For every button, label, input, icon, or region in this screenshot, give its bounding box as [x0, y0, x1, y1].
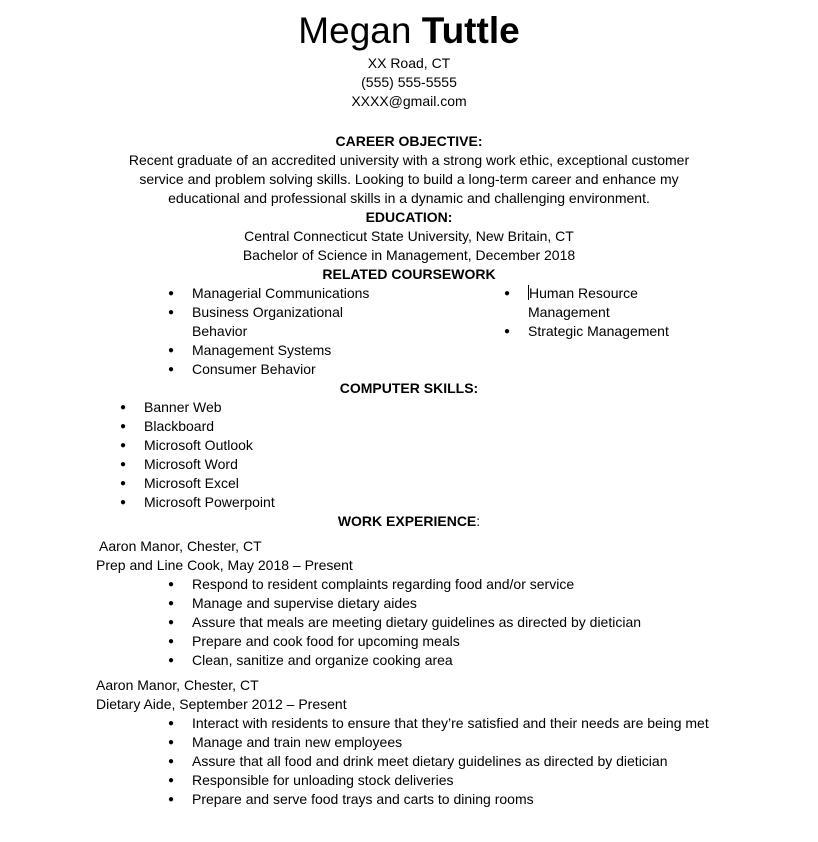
list-item: ● Prepare and serve food trays and carts to dining rooms — [192, 790, 722, 809]
coursework-left-list — [192, 284, 370, 379]
phone: (555) 555-5555 — [361, 74, 457, 90]
job-1-title: Prep and Line Cook, May 2018 – Present — [96, 557, 353, 573]
address: XX Road, CT — [367, 55, 451, 71]
list-item: ● Manage and supervise dietary aides — [192, 594, 641, 613]
list-item: ● Strategic Management — [528, 322, 658, 341]
list-item: ● Consumer Behavior — [192, 360, 362, 379]
list-item: ● Microsoft Word — [144, 455, 275, 474]
list-item: ● Human Resource Management — [528, 284, 658, 322]
education-degree: Bachelor of Science in Management, December 2018 — [242, 247, 576, 263]
list-item: ● Microsoft Outlook — [144, 436, 275, 455]
list-item: ● Assure that all food and drink meet dietary guidelines as directed by dietician — [192, 752, 722, 771]
education-school: Central Connecticut State University, New Britain, CT — [244, 228, 574, 244]
list-item: ● Responsible for unloading stock deliveries — [192, 771, 722, 790]
list-item: ● Managerial Communications — [192, 284, 362, 303]
email: XXXX@gmail.com — [351, 93, 467, 109]
coursework-heading: RELATED COURSEWORK — [322, 266, 496, 282]
list-item: ● Blackboard — [144, 417, 275, 436]
list-item: ● Business Organizational Behavior — [192, 303, 362, 341]
objective-line-1: Recent graduate of an accredited university with a strong work ethic, exceptional customer — [128, 152, 690, 168]
job-2-employer: Aaron Manor, Chester, CT — [96, 677, 259, 693]
list-item: ● Manage and train new employees — [192, 733, 722, 752]
first-name: Megan — [298, 10, 412, 51]
job-2-duties — [192, 714, 722, 809]
last-name: Tuttle — [421, 10, 520, 51]
job-2-title: Dietary Aide, September 2012 – Present — [96, 696, 347, 712]
list-item: ● Prepare and cook food for upcoming meals — [192, 632, 641, 651]
list-item: ● Interact with residents to ensure that they’re satisfied and their needs are being met — [192, 714, 722, 733]
job-1-employer: Aaron Manor, Chester, CT — [99, 538, 262, 554]
objective-line-2: service and problem solving skills. Looking to build a long-term career and enhance my — [139, 171, 679, 187]
coursework-right-list — [528, 284, 669, 341]
objective-line-3: educational and professional skills in a dynamic and challenging environment. — [168, 190, 650, 206]
list-item: ● Banner Web — [144, 398, 275, 417]
list-item: ● Microsoft Powerpoint — [144, 493, 275, 512]
list-item: ● Management Systems — [192, 341, 362, 360]
list-item: ● Clean, sanitize and organize cooking area — [192, 651, 641, 670]
work-heading: WORK EXPERIENCE: — [337, 513, 481, 529]
job-1-duties — [192, 575, 641, 670]
education-heading: EDUCATION: — [365, 209, 453, 225]
list-item: ● Microsoft Excel — [144, 474, 275, 493]
list-item: ● Assure that meals are meeting dietary guidelines as directed by dietician — [192, 613, 641, 632]
skills-list — [144, 398, 275, 512]
skills-heading: COMPUTER SKILLS: — [339, 380, 479, 396]
objective-heading: CAREER OBJECTIVE: — [335, 133, 483, 149]
list-item: ● Respond to resident complaints regarding food and/or service — [192, 575, 641, 594]
candidate-name — [0, 8, 818, 54]
